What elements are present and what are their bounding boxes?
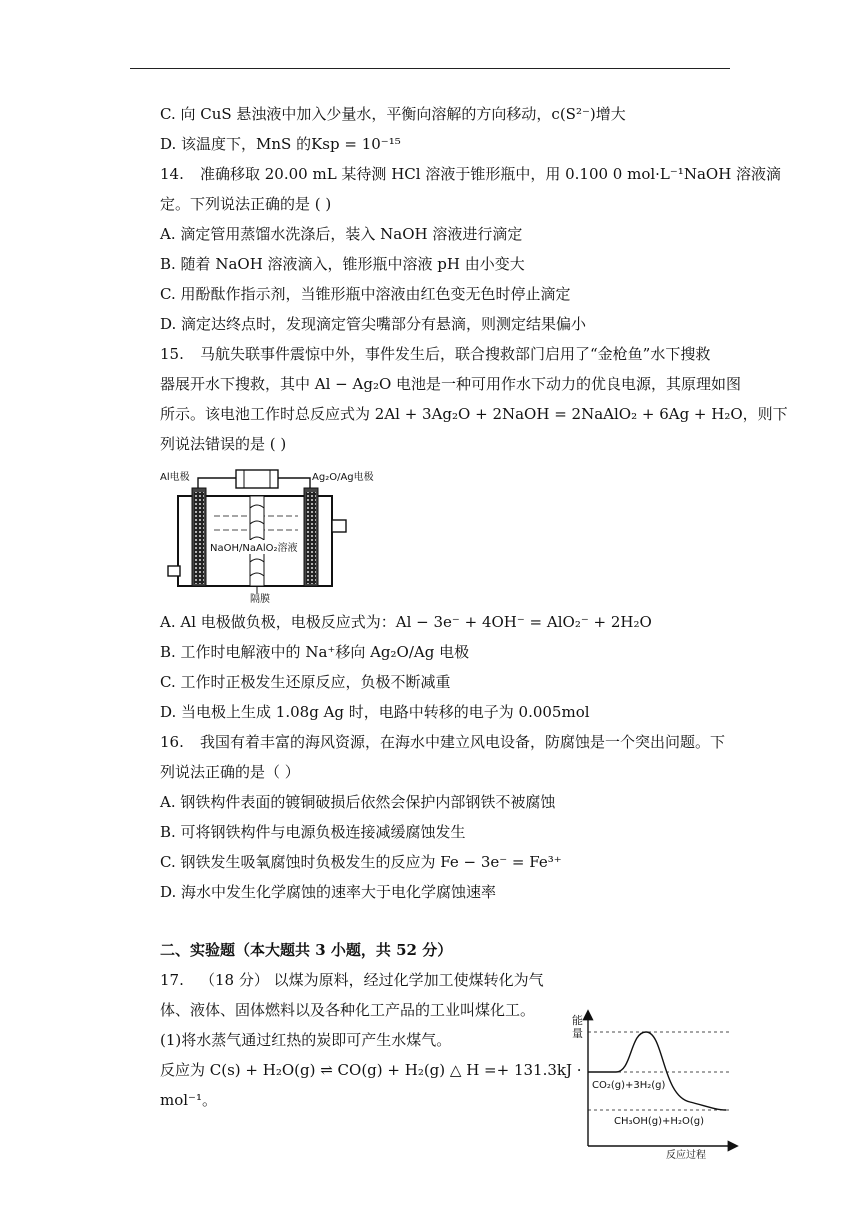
energy-diagram — [570, 1000, 742, 1160]
q15-stem-line1 — [160, 344, 710, 364]
q16-option-d: D. 海水中发生化学腐蚀的速率大于电化学腐蚀速率 — [160, 883, 497, 901]
fig-product-label: CH₃OH(g)+H₂O(g) — [614, 1116, 704, 1127]
header-rule — [130, 68, 730, 69]
q14-stem-line2: 定。下列说法正确的是 ( ) — [160, 195, 332, 213]
fig-label-membrane: 隔膜 — [250, 594, 270, 605]
q16-stem-line1 — [160, 732, 725, 752]
q14-stem-line1 — [160, 164, 781, 184]
fig-label-ag: Ag₂O/Ag电极 — [312, 472, 374, 483]
q16-option-b: B. 可将钢铁构件与电源负极连接减缓腐蚀发生 — [160, 823, 466, 841]
q17-stem-line1 — [160, 970, 544, 990]
q14-option-a: A. 滴定管用蒸馏水洗涤后，装入 NaOH 溶液进行滴定 — [160, 225, 523, 243]
q15-option-a: A. Al 电极做负极，电极反应式为：Al − 3e⁻ + 4OH⁻ = AlO₂⁻ + 2H₂O — [160, 613, 652, 631]
q14-stem1: 准确移取 20.00 mL 某待测 HCl 溶液于锥形瓶中，用 0.100 0 mol·L⁻¹NaOH 溶液滴 — [200, 165, 782, 183]
fig-label-al: Al电极 — [160, 472, 190, 483]
q15-number: 15. — [160, 345, 184, 363]
q17-stem-line3: (1)将水蒸气通过红热的炭即可产生水煤气。 — [160, 1031, 452, 1049]
q15-option-b: B. 工作时电解液中的 Na⁺移向 Ag₂O/Ag 电极 — [160, 643, 470, 661]
q17-number: 17. — [160, 971, 184, 989]
fig-xlabel: 反应过程 — [666, 1150, 706, 1161]
q16-option-a: A. 钢铁构件表面的镀铜破损后依然会保护内部钢铁不被腐蚀 — [160, 793, 556, 811]
q16-stem1: 我国有着丰富的海风资源，在海水中建立风电设备，防腐蚀是一个突出问题。下 — [200, 733, 726, 751]
q15-option-d: D. 当电极上生成 1.08g Ag 时，电路中转移的电子为 0.005mol — [160, 703, 590, 721]
load-device — [236, 470, 278, 488]
q14-option-c: C. 用酚酞作指示剂，当锥形瓶中溶液由红色变无色时停止滴定 — [160, 285, 571, 303]
section-heading: 二、实验题（本大题共 3 小题，共 52 分） — [160, 941, 453, 959]
battery-diagram — [158, 466, 374, 605]
q17-stem-line2: 体、液体、固体燃料以及各种化工产品的工业叫煤化工。 — [160, 1001, 536, 1019]
q15-stem-line2: 器展开水下搜救，其中 Al − Ag₂O 电池是一种可用作水下动力的优良电源，其原理如图 — [160, 375, 742, 393]
q14-option-b: B. 随着 NaOH 溶液滴入，锥形瓶中溶液 pH 由小变大 — [160, 255, 525, 273]
q14-number: 14. — [160, 165, 184, 183]
fig-label-solution: NaOH/NaAlO₂溶液 — [210, 543, 298, 554]
q15-stem-line3: 所示。该电池工作时总反应式为 2Al + 3Ag₂O + 2NaOH = 2NaAlO₂ + 6Ag + H₂O，则下 — [160, 405, 788, 423]
q15-option-c: C. 工作时正极发生还原反应，负极不断减重 — [160, 673, 451, 691]
fig-ylabel-1: 能 — [572, 1014, 583, 1027]
q14-option-d: D. 滴定达终点时，发现滴定管尖嘴部分有悬滴，则测定结果偏小 — [160, 315, 587, 333]
q17-stem1: （18 分） 以煤为原料，经过化学加工使煤转化为气 — [200, 971, 544, 989]
q17-stem-line5: mol⁻¹。 — [160, 1091, 217, 1109]
q13-option-d: D. 该温度下，MnS 的Ksp = 10⁻¹⁵ — [160, 135, 401, 153]
q15-stem1: 马航失联事件震惊中外，事件发生后，联合搜救部门启用了“金枪鱼”水下搜救 — [200, 345, 711, 363]
fig-ylabel-2: 量 — [572, 1027, 583, 1040]
q16-option-c: C. 钢铁发生吸氧腐蚀时负极发生的反应为 Fe − 3e⁻ = Fe³⁺ — [160, 853, 562, 871]
q16-stem-line2: 列说法正确的是（ ） — [160, 763, 300, 781]
fig-reactant-label: CO₂(g)+3H₂(g) — [592, 1080, 666, 1091]
q16-number: 16. — [160, 733, 184, 751]
q15-stem-line4: 列说法错误的是 ( ) — [160, 435, 287, 453]
q17-stem-line4: 反应为 C(s) + H₂O(g) ⇌ CO(g) + H₂(g) △ H =+ 131.3kJ · — [160, 1061, 582, 1079]
energy-curve — [588, 1032, 726, 1110]
q13-option-c: C. 向 CuS 悬浊液中加入少量水，平衡向溶解的方向移动，c(S²⁻)增大 — [160, 105, 626, 123]
